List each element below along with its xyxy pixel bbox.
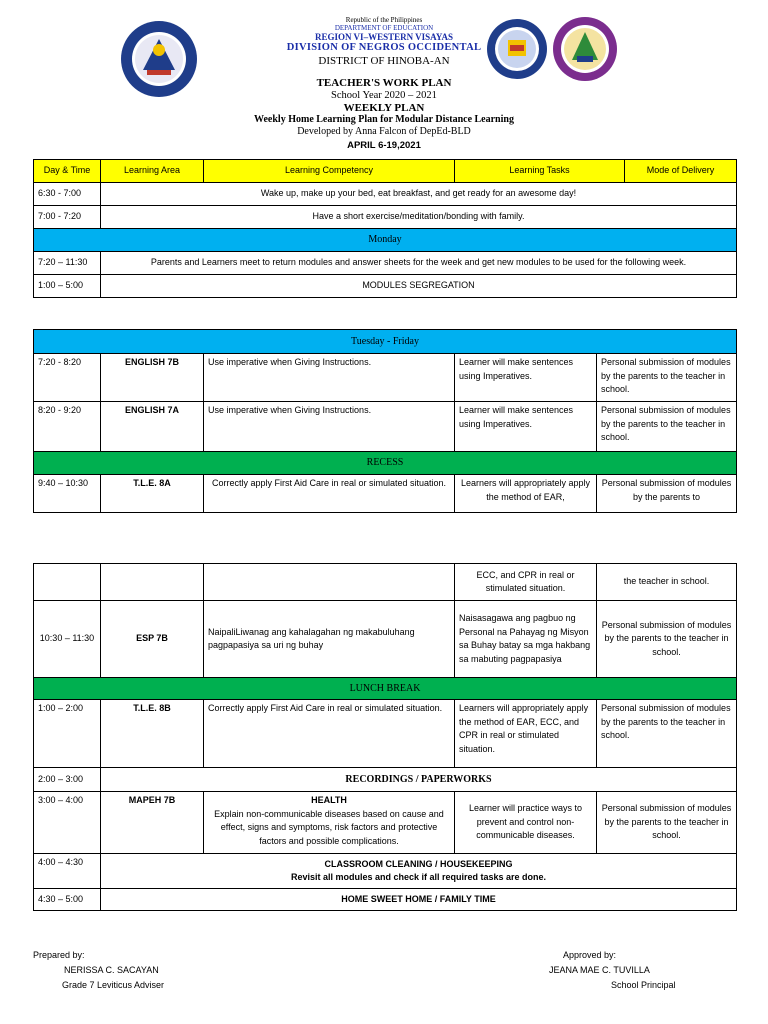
learning-area-cell: T.L.E. 8B	[101, 700, 204, 768]
tasks-cell: Naisasagawa ang pagbuo ng Personal na Pahayag ng Misyon sa Buhay batay sa mga hakbang sa mabuting pagpapasiya	[455, 601, 597, 678]
tasks-cell: Learners will appropriately apply the method of EAR,	[455, 475, 597, 513]
time-cell	[34, 564, 101, 601]
learning-area-cell: ENGLISH 7A	[101, 402, 204, 452]
table-row	[34, 354, 737, 402]
activity-cell	[101, 854, 737, 889]
time-cell: 7:20 – 11:30	[34, 252, 101, 275]
time-cell: 9:40 – 10:30	[34, 475, 101, 513]
competency-cell: Use imperative when Giving Instructions.	[204, 354, 455, 402]
learning-area-cell: T.L.E. 8A	[101, 475, 204, 513]
competency-cell: Correctly apply First Aid Care in real or simulated situation.	[204, 475, 455, 513]
prepared-by-name: NERISSA C. SACAYAN	[64, 965, 159, 975]
prepared-by-label: Prepared by:	[33, 950, 85, 960]
tasks-cell: ECC, and CPR in real or stimulated situation.	[455, 564, 597, 601]
competency-cell: Use imperative when Giving Instructions.	[204, 402, 455, 452]
approved-by-label: Approved by:	[563, 950, 617, 960]
competency-cell	[204, 792, 455, 854]
table-row	[34, 183, 737, 206]
time-cell: 7:20 - 8:20	[34, 354, 101, 402]
table-row	[34, 402, 737, 452]
table-row	[34, 475, 737, 513]
activity-cell: HOME SWEET HOME / FAMILY TIME	[101, 889, 737, 911]
competency-cell	[204, 564, 455, 601]
time-cell: 1:00 – 2:00	[34, 700, 101, 768]
republic-line: Republic of the Philippines	[345, 16, 423, 24]
activity-cell: Wake up, make up your bed, eat breakfast, and get ready for an awesome day!	[101, 183, 737, 206]
weekly-plan-heading: WEEKLY PLAN	[343, 101, 425, 114]
district-line: DISTRICT OF HINOBA-AN	[318, 54, 450, 67]
tasks-cell: Learner will make sentences using Imperatives.	[455, 402, 597, 452]
time-cell: 6:30 - 7:00	[34, 183, 101, 206]
time-cell: 7:00 - 7:20	[34, 206, 101, 229]
competency-cell: Correctly apply First Aid Care in real or simulated situation.	[204, 700, 455, 768]
break-label: LUNCH BREAK	[34, 678, 737, 700]
break-label: RECESS	[34, 452, 737, 475]
lunch-break-row	[34, 678, 737, 700]
table-row	[34, 889, 737, 911]
time-cell: 1:00 – 5:00	[34, 275, 101, 298]
table-row	[34, 564, 737, 601]
schedule-table-monday	[33, 159, 737, 298]
learning-area-cell: MAPEH 7B	[101, 792, 204, 854]
tasks-cell: Learner will practice ways to prevent and control non-communicable diseases.	[455, 792, 597, 854]
learning-area-cell	[101, 564, 204, 601]
subtitle: Weekly Home Learning Plan for Modular Distance Learning	[254, 114, 514, 126]
day-label: Tuesday - Friday	[34, 330, 737, 354]
table-row	[34, 792, 737, 854]
tasks-cell: Learner will make sentences using Imperatives.	[455, 354, 597, 402]
school-year: School Year 2020 – 2021	[331, 89, 437, 101]
learning-area-cell: ENGLISH 7B	[101, 354, 204, 402]
column-header: Learning Tasks	[455, 160, 625, 183]
table-row	[34, 252, 737, 275]
activity-cell: Parents and Learners meet to return modules and answer sheets for the week and get new modules to be used for the following week.	[101, 252, 737, 275]
region-line: REGION VI–WESTERN VISAYAS	[314, 32, 454, 43]
approved-by-name: JEANA MAE C. TUVILLA	[549, 965, 650, 975]
table-row	[34, 601, 737, 678]
mode-cell: the teacher in school.	[597, 564, 737, 601]
document-header	[0, 16, 768, 152]
activity-cell: RECORDINGS / PAPERWORKS	[101, 768, 737, 792]
table-header-row	[34, 160, 737, 183]
date-range: APRIL 6-19,2021	[347, 140, 421, 152]
time-cell: 10:30 – 11:30	[34, 601, 101, 678]
day-label: Monday	[34, 229, 737, 252]
day-row-tuesday-friday	[34, 330, 737, 354]
day-row-monday	[34, 229, 737, 252]
time-cell: 4:00 – 4:30	[34, 854, 101, 889]
mode-cell: Personal submission of modules by the parents to the teacher in school.	[597, 354, 737, 402]
division-line: DIVISION OF NEGROS OCCIDENTAL	[286, 42, 482, 54]
table-row	[34, 206, 737, 229]
mode-cell: Personal submission of modules by the parents to the teacher in school.	[597, 792, 737, 854]
time-cell: 4:30 – 5:00	[34, 889, 101, 911]
page-title: TEACHER'S WORK PLAN	[316, 77, 452, 90]
activity-cell: MODULES SEGREGATION	[101, 275, 737, 298]
mode-cell: Personal submission of modules by the parents to	[597, 475, 737, 513]
prepared-by-title: Grade 7 Leviticus Adviser	[62, 980, 165, 990]
time-cell: 2:00 – 3:00	[34, 768, 101, 792]
schedule-table-continued	[33, 563, 737, 911]
table-row	[34, 768, 737, 792]
table-row	[34, 854, 737, 889]
activity-cell: Have a short exercise/meditation/bonding with family.	[101, 206, 737, 229]
recess-row	[34, 452, 737, 475]
mode-cell: Personal submission of modules by the parents to the teacher in school.	[597, 700, 737, 768]
developer-credit: Developed by Anna Falcon of DepEd-BLD	[297, 125, 471, 137]
column-header: Day & Time	[34, 160, 101, 183]
competency-text: Explain non-communicable diseases based on cause and effect, signs and symptoms, risk factors and protective factors and possible complications.	[214, 808, 444, 846]
table-row	[34, 700, 737, 768]
time-cell: 3:00 – 4:00	[34, 792, 101, 854]
mode-cell: Personal submission of modules by the parents to the teacher in school.	[597, 601, 737, 678]
schedule-table-tuesday-friday	[33, 329, 737, 513]
learning-area-cell: ESP 7B	[101, 601, 204, 678]
activity-line: Revisit all modules and check if all required tasks are done.	[290, 872, 547, 882]
mode-cell: Personal submission of modules by the parents to the teacher in school.	[597, 402, 737, 452]
column-header: Learning Competency	[204, 160, 455, 183]
approved-by-title: School Principal	[611, 980, 676, 990]
competency-cell: NaipaliLiwanag ang kahalagahan ng makabuluhang pagpapasiya sa uri ng buhay	[204, 601, 455, 678]
tasks-cell: Learners will appropriately apply the method of EAR, ECC, and CPR in real or stimulated situation.	[455, 700, 597, 768]
column-header: Mode of Delivery	[625, 160, 737, 183]
time-cell: 8:20 - 9:20	[34, 402, 101, 452]
competency-subject-title: HEALTH	[311, 795, 347, 805]
column-header: Learning Area	[101, 160, 204, 183]
activity-line: CLASSROOM CLEANING / HOUSEKEEPING	[324, 858, 513, 869]
department-line: DEPARTMENT OF EDUCATION	[334, 24, 434, 33]
table-row	[34, 275, 737, 298]
